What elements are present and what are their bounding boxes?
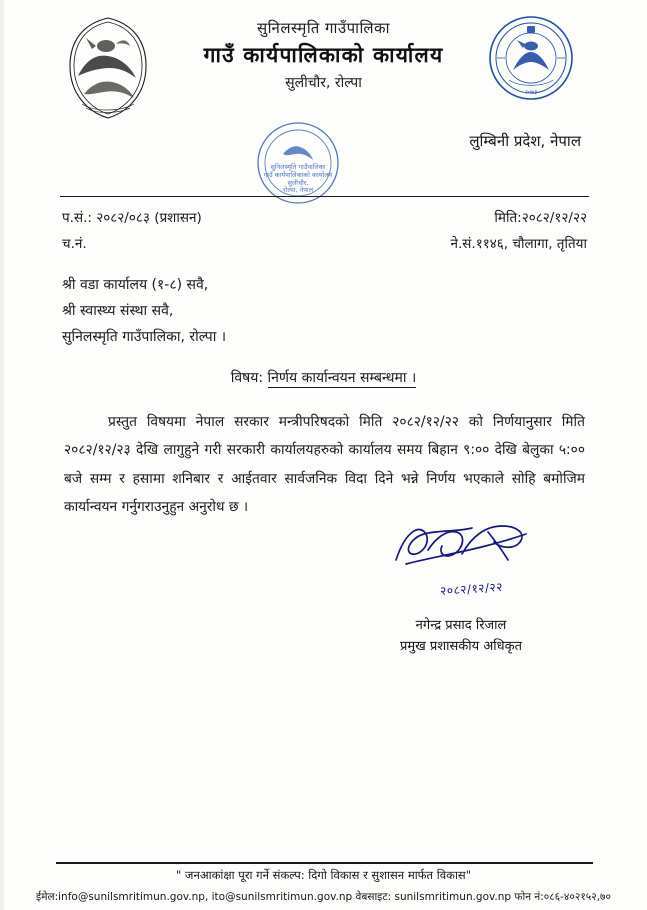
miti: मिति:२०८२/१२/२२ (494, 210, 587, 226)
addressee-line: सुनिलस्मृति गाउँपालिका, रोल्पा । (62, 328, 227, 345)
signature-date: २०८२/१२/२२ (440, 579, 504, 599)
nepal-sambat: ने.सं.११४६, चौलागा, तृतिया (450, 235, 587, 252)
header-divider (60, 196, 589, 197)
reference-block (62, 206, 587, 257)
letterhead-text (0, 18, 647, 92)
addressee-line: श्री वडा कार्यालय (१-८) सवै, (62, 277, 209, 293)
letterhead (0, 0, 647, 194)
handwritten-signature (376, 520, 546, 578)
signatory-name: नगेन्द्र प्रसाद रिजाल (415, 618, 507, 633)
svg-text:गाउँ कार्यपालिकाको कार्यालय: गाउँ कार्यपालिकाको कार्यालय (263, 171, 333, 179)
letter-body: प्रस्तुत विषयमा नेपाल सरकार मन्त्रीपरिषदको मिति २०८२/१२/२२ को निर्णयानुसार मिति २०८२/१२/२३ देखि लागुहुने गरी सरकारी कार्यालयहरुको कार्यालय समय बिहान ९:०० देखि बेलुका ५:०० बजे सम्म र हसामा शनिबार र आईतवार सार्वजनिक विदा दिने भन्ने निर्णय भएकाले सोहि बमोजिम कार्यान्वयन गर्नुगराउनुहुन अनुरोध छ । (64, 414, 585, 515)
subject-value: निर्णय कार्यान्वयन सम्बन्धमा । (267, 370, 417, 386)
subject-line (0, 368, 647, 387)
svg-text:२०७३: २०७३ (524, 89, 538, 96)
signatory-post: प्रमुख प्रशासकीय अधिकृत (399, 639, 523, 654)
subject-label: विषय: (230, 370, 264, 386)
svg-text:रोल्पा, नेपाल: रोल्पा, नेपाल (282, 186, 314, 194)
organization-name: सुनिलस्मृति गाउँपालिका (257, 19, 390, 37)
addressee-block (62, 273, 226, 351)
province-label: लुम्बिनी प्रदेश, नेपाल (469, 132, 581, 150)
office-round-seal (255, 120, 341, 206)
footer-divider (56, 862, 593, 864)
footer-slogan: " जनआकांक्षा पूरा गर्ने संकल्प: दिगो विकास र सुशासन मार्फत विकास" (175, 868, 471, 882)
office-address: सुलीचौर, रोल्पा (285, 75, 362, 91)
svg-text:सुलीचौर,: सुलीचौर, (287, 179, 309, 187)
chalani-sankhya: च.नं. (62, 235, 87, 252)
addressee-line: श्री स्वास्थ्य संस्था सवै, (62, 302, 174, 319)
svg-text:सुनिलस्मृति गाउँपालिका: सुनिलस्मृति गाउँपालिका (270, 163, 326, 171)
signature-block (361, 520, 561, 654)
footer-contact: ईमेल:info@sunilsmritimun.gov.np, ito@sunilsmritimun.gov.np वेबसाइट: sunilsmritimun.gov.np फोन नं:०८६-४०२१५२,७० (36, 891, 611, 903)
patra-sankhya: प.सं.: २०८२/०८३ (प्रशासन) (62, 210, 202, 226)
office-name: गाउँ कार्यपालिकाको कार्यालय (203, 43, 444, 67)
